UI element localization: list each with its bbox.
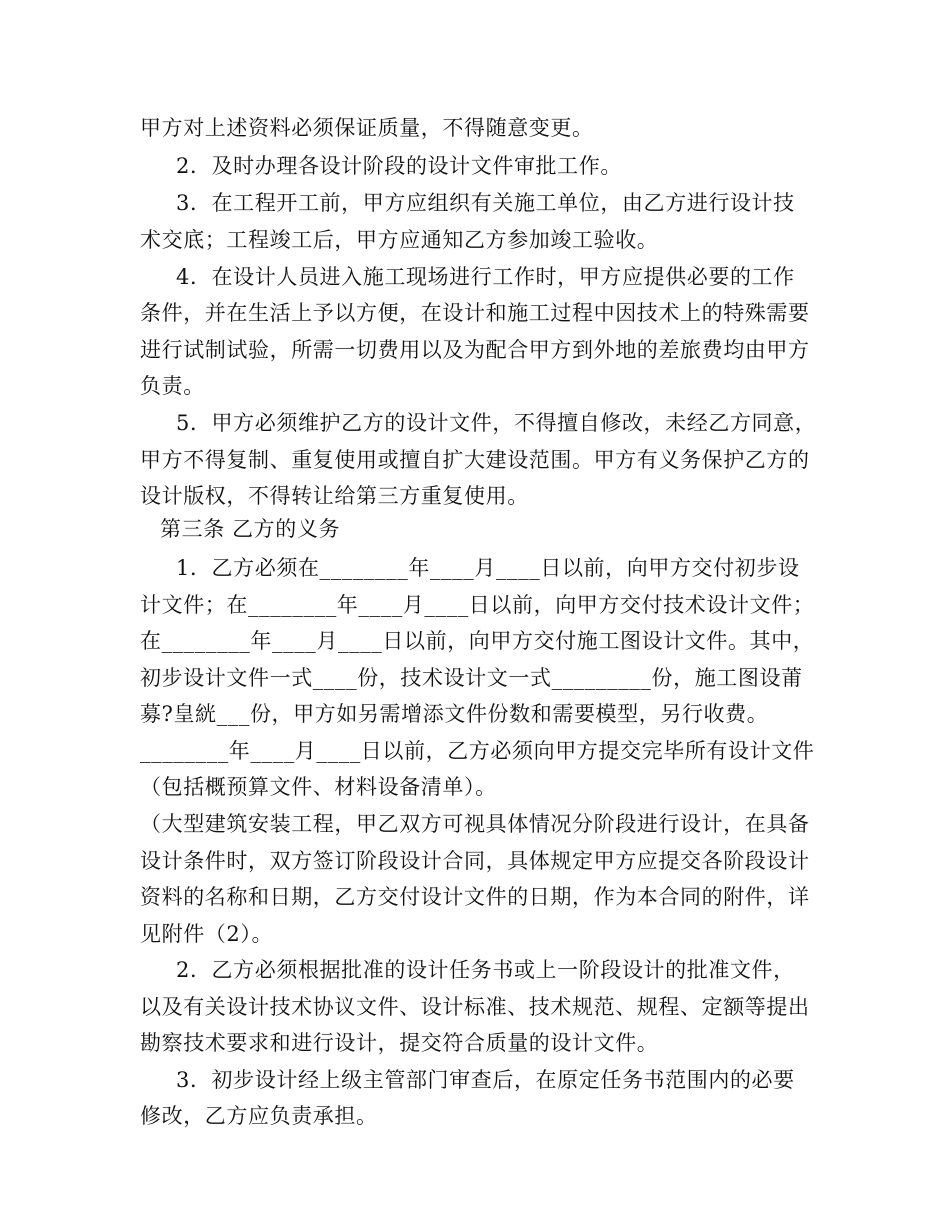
paragraph-line: 甲方对上述资料必须保证质量，不得随意变更。 bbox=[140, 116, 594, 140]
paragraph-line: （大型建筑安装工程，甲乙双方可视具体情况分阶段进行设计，在具备 bbox=[140, 812, 810, 836]
paragraph-line: 资料的名称和日期，乙方交付设计文件的日期，作为本合同的附件，详 bbox=[140, 885, 810, 909]
paragraph-line: 以及有关设计技术协议文件、设计标准、技术规范、规程、定额等提出 bbox=[140, 995, 810, 1019]
paragraph-line: 4．在设计人员进入施工现场进行工作时，甲方应提供必要的工作 bbox=[176, 265, 795, 289]
paragraph-line: 术交底；工程竣工后，甲方应通知乙方参加竣工验收。 bbox=[140, 228, 659, 252]
paragraph-line: 计文件；在________年____月____日以前，向甲方交付技术设计文件； bbox=[140, 593, 815, 617]
paragraph-line: 1．乙方必须在________年____月____日以前，向甲方交付初步设 bbox=[176, 556, 800, 580]
paragraph-line: 负责。 bbox=[140, 374, 205, 398]
paragraph-line: 条件，并在生活上予以方便，在设计和施工过程中因技术上的特殊需要 bbox=[140, 301, 810, 325]
paragraph-line: 3．在工程开工前，甲方应组织有关施工单位，由乙方进行设计技 bbox=[176, 191, 795, 215]
paragraph-line: 见附件（2）。 bbox=[140, 922, 274, 946]
paragraph-line: 修改，乙方应负责承担。 bbox=[140, 1104, 378, 1128]
paragraph-line: 募?皇絖___份，甲方如另需增添文件份数和需要模型，另行收费。 bbox=[140, 702, 769, 726]
paragraph-line: 初步设计文件一式____份，技术设计文一式_________份，施工图设莆 bbox=[140, 666, 803, 690]
paragraph-line: 勘察技术要求和进行设计，提交符合质量的设计文件。 bbox=[140, 1031, 659, 1055]
paragraph-line: 在________年____月____日以前，向甲方交付施工图设计文件。其中， bbox=[140, 629, 815, 653]
paragraph-line: 5．甲方必须维护乙方的设计文件，不得擅自修改，未经乙方同意， bbox=[176, 411, 817, 435]
paragraph-line: 设计条件时，双方签订阶段设计合同，具体规定甲方应提交各阶段设计 bbox=[140, 849, 810, 873]
section-heading: 第三条 乙方的义务 bbox=[160, 517, 341, 541]
paragraph-line: （包括概预算文件、材料设备清单）。 bbox=[140, 775, 497, 799]
paragraph-line: ________年____月____日以前，乙方必须向甲方提交完毕所有设计文件 bbox=[140, 739, 815, 763]
paragraph-line: 进行试制试验，所需一切费用以及为配合甲方到外地的差旅费均由甲方 bbox=[140, 338, 810, 362]
paragraph-line: 2．乙方必须根据批准的设计任务书或上一阶段设计的批准文件， bbox=[176, 958, 795, 982]
paragraph-line: 3．初步设计经上级主管部门审查后，在原定任务书范围内的必要 bbox=[176, 1068, 795, 1092]
paragraph-line: 甲方不得复制、重复使用或擅自扩大建设范围。甲方有义务保护乙方的 bbox=[140, 448, 810, 472]
paragraph-line: 2．及时办理各设计阶段的设计文件审批工作。 bbox=[176, 154, 622, 178]
paragraph-line: 设计版权，不得转让给第三方重复使用。 bbox=[140, 484, 529, 508]
